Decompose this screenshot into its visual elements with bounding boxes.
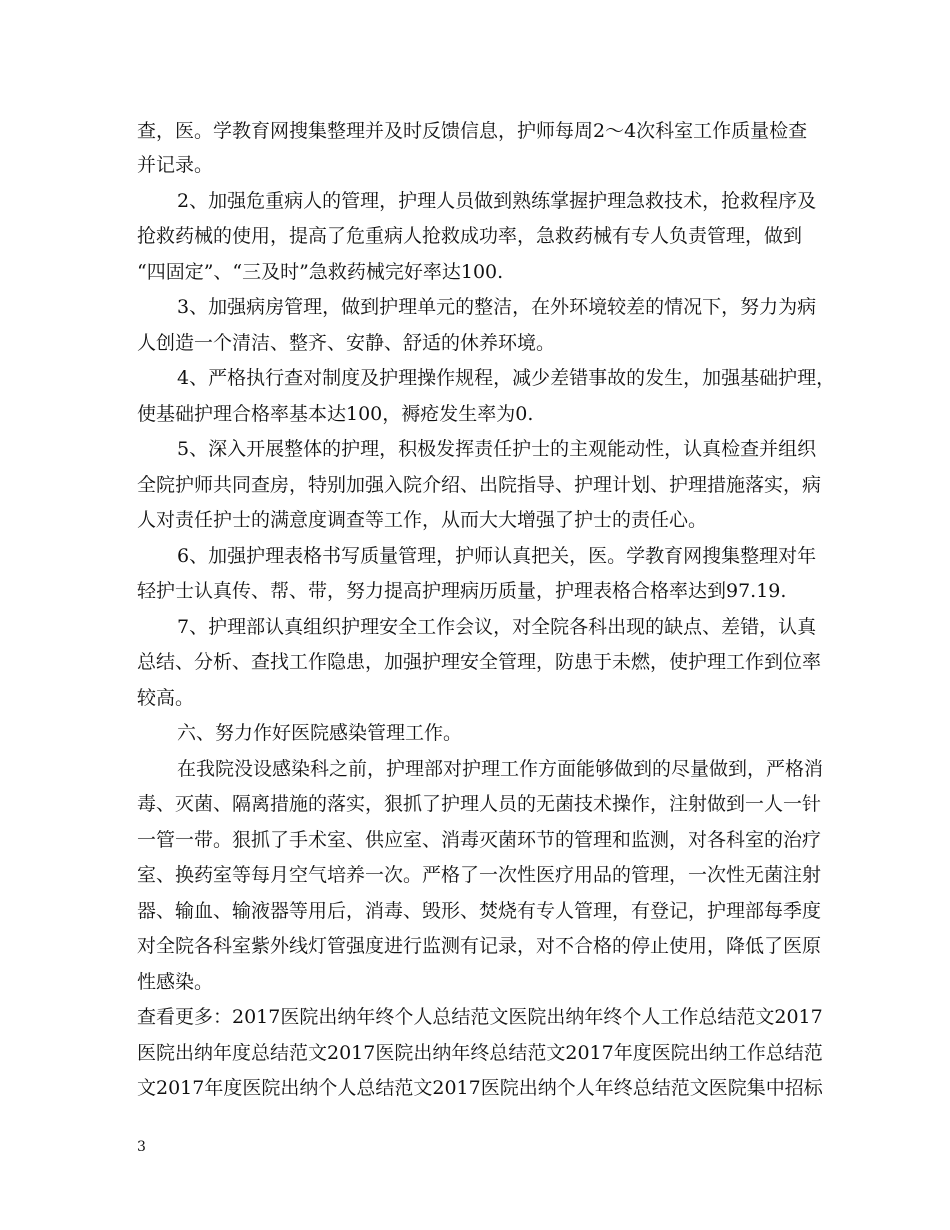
body-text-line: 室、换药室等每月空气培养一次。严格了一次性医疗用品的管理，一次性无菌注射 bbox=[137, 864, 822, 886]
section-heading: 六、努力作好医院感染管理工作。 bbox=[177, 722, 463, 744]
paragraph-first-line: 3、加强病房管理，做到护理单元的整洁，在外环境较差的情况下，努力为病 bbox=[177, 296, 817, 318]
body-text-line: 总结、分析、查找工作隐患，加强护理安全管理，防患于未燃，使护理工作到位率 bbox=[137, 651, 822, 673]
body-text-line: 全院护师共同查房，特别加强入院介绍、出院指导、护理计划、护理措施落实，病 bbox=[137, 474, 822, 496]
body-text-line: 对全院各科室紫外线灯管强度进行监测有记录，对不合格的停止使用，降低了医原 bbox=[137, 935, 822, 957]
paragraph-first-line: 5、深入开展整体的护理，积极发挥责任护士的主观能动性，认真检查并组织 bbox=[177, 438, 817, 460]
body-text-line: 人创造一个清洁、整齐、安静、舒适的休养环境。 bbox=[137, 332, 556, 354]
body-text-line: 毒、灭菌、隔离措施的落实，狠抓了护理人员的无菌技术操作，注射做到一人一针 bbox=[137, 793, 822, 815]
paragraph-first-line: 2、加强危重病人的管理，护理人员做到熟练掌握护理急救技术，抢救程序及 bbox=[177, 190, 817, 212]
related-links-line: 医院出纳年度总结范文2017医院出纳年终总结范文2017年度医院出纳工作总结范 bbox=[137, 1042, 823, 1064]
body-text-line: 使基础护理合格率基本达100，褥疮发生率为0. bbox=[137, 403, 534, 425]
body-text-line: 人对责任护士的满意度调查等工作，从而大大增强了护士的责任心。 bbox=[137, 509, 708, 531]
body-text-line: 一管一带。狠抓了手术室、供应室、消毒灭菌环节的管理和监测，对各科室的治疗 bbox=[137, 829, 822, 851]
body-text-line: 查，医。学教育网搜集整理并及时反馈信息，护师每周2～4次科室工作质量检查 bbox=[137, 120, 808, 142]
paragraph-first-line: 4、严格执行查对制度及护理操作规程，减少差错事故的发生，加强基础护理， bbox=[177, 367, 836, 389]
page-number: 3 bbox=[137, 1139, 146, 1155]
body-text-line: “四固定”、“三及时”急救药械完好率达100. bbox=[137, 261, 504, 283]
body-text-line: 器、输血、输液器等用后，消毒、毁形、焚烧有专人管理，有登记，护理部每季度 bbox=[137, 900, 822, 922]
body-text-line: 并记录。 bbox=[137, 154, 214, 176]
body-text-line: 轻护士认真传、帮、带，努力提高护理病历质量，护理表格合格率达到97.19. bbox=[137, 580, 787, 602]
body-text-line: 抢救药械的使用，提高了危重病人抢救成功率，急救药械有专人负责管理，做到 bbox=[137, 225, 803, 247]
paragraph-first-line: 6、加强护理表格书写质量管理，护师认真把关，医。学教育网搜集整理对年 bbox=[177, 545, 817, 567]
body-text-line: 较高。 bbox=[137, 687, 195, 709]
paragraph-first-line: 在我院没设感染科之前，护理部对护理工作方面能够做到的尽量做到，严格消 bbox=[177, 758, 824, 780]
related-links-line: 文2017年度医院出纳个人总结范文2017医院出纳个人年终总结范文医院集中招标 bbox=[137, 1077, 823, 1099]
paragraph-first-line: 7、护理部认真组织护理安全工作会议，对全院各科出现的缺点、差错，认真 bbox=[177, 616, 817, 638]
related-links-line: 查看更多：2017医院出纳年终个人总结范文医院出纳年终个人工作总结范文2017 bbox=[137, 1006, 823, 1028]
body-text-line: 性感染。 bbox=[137, 971, 214, 993]
